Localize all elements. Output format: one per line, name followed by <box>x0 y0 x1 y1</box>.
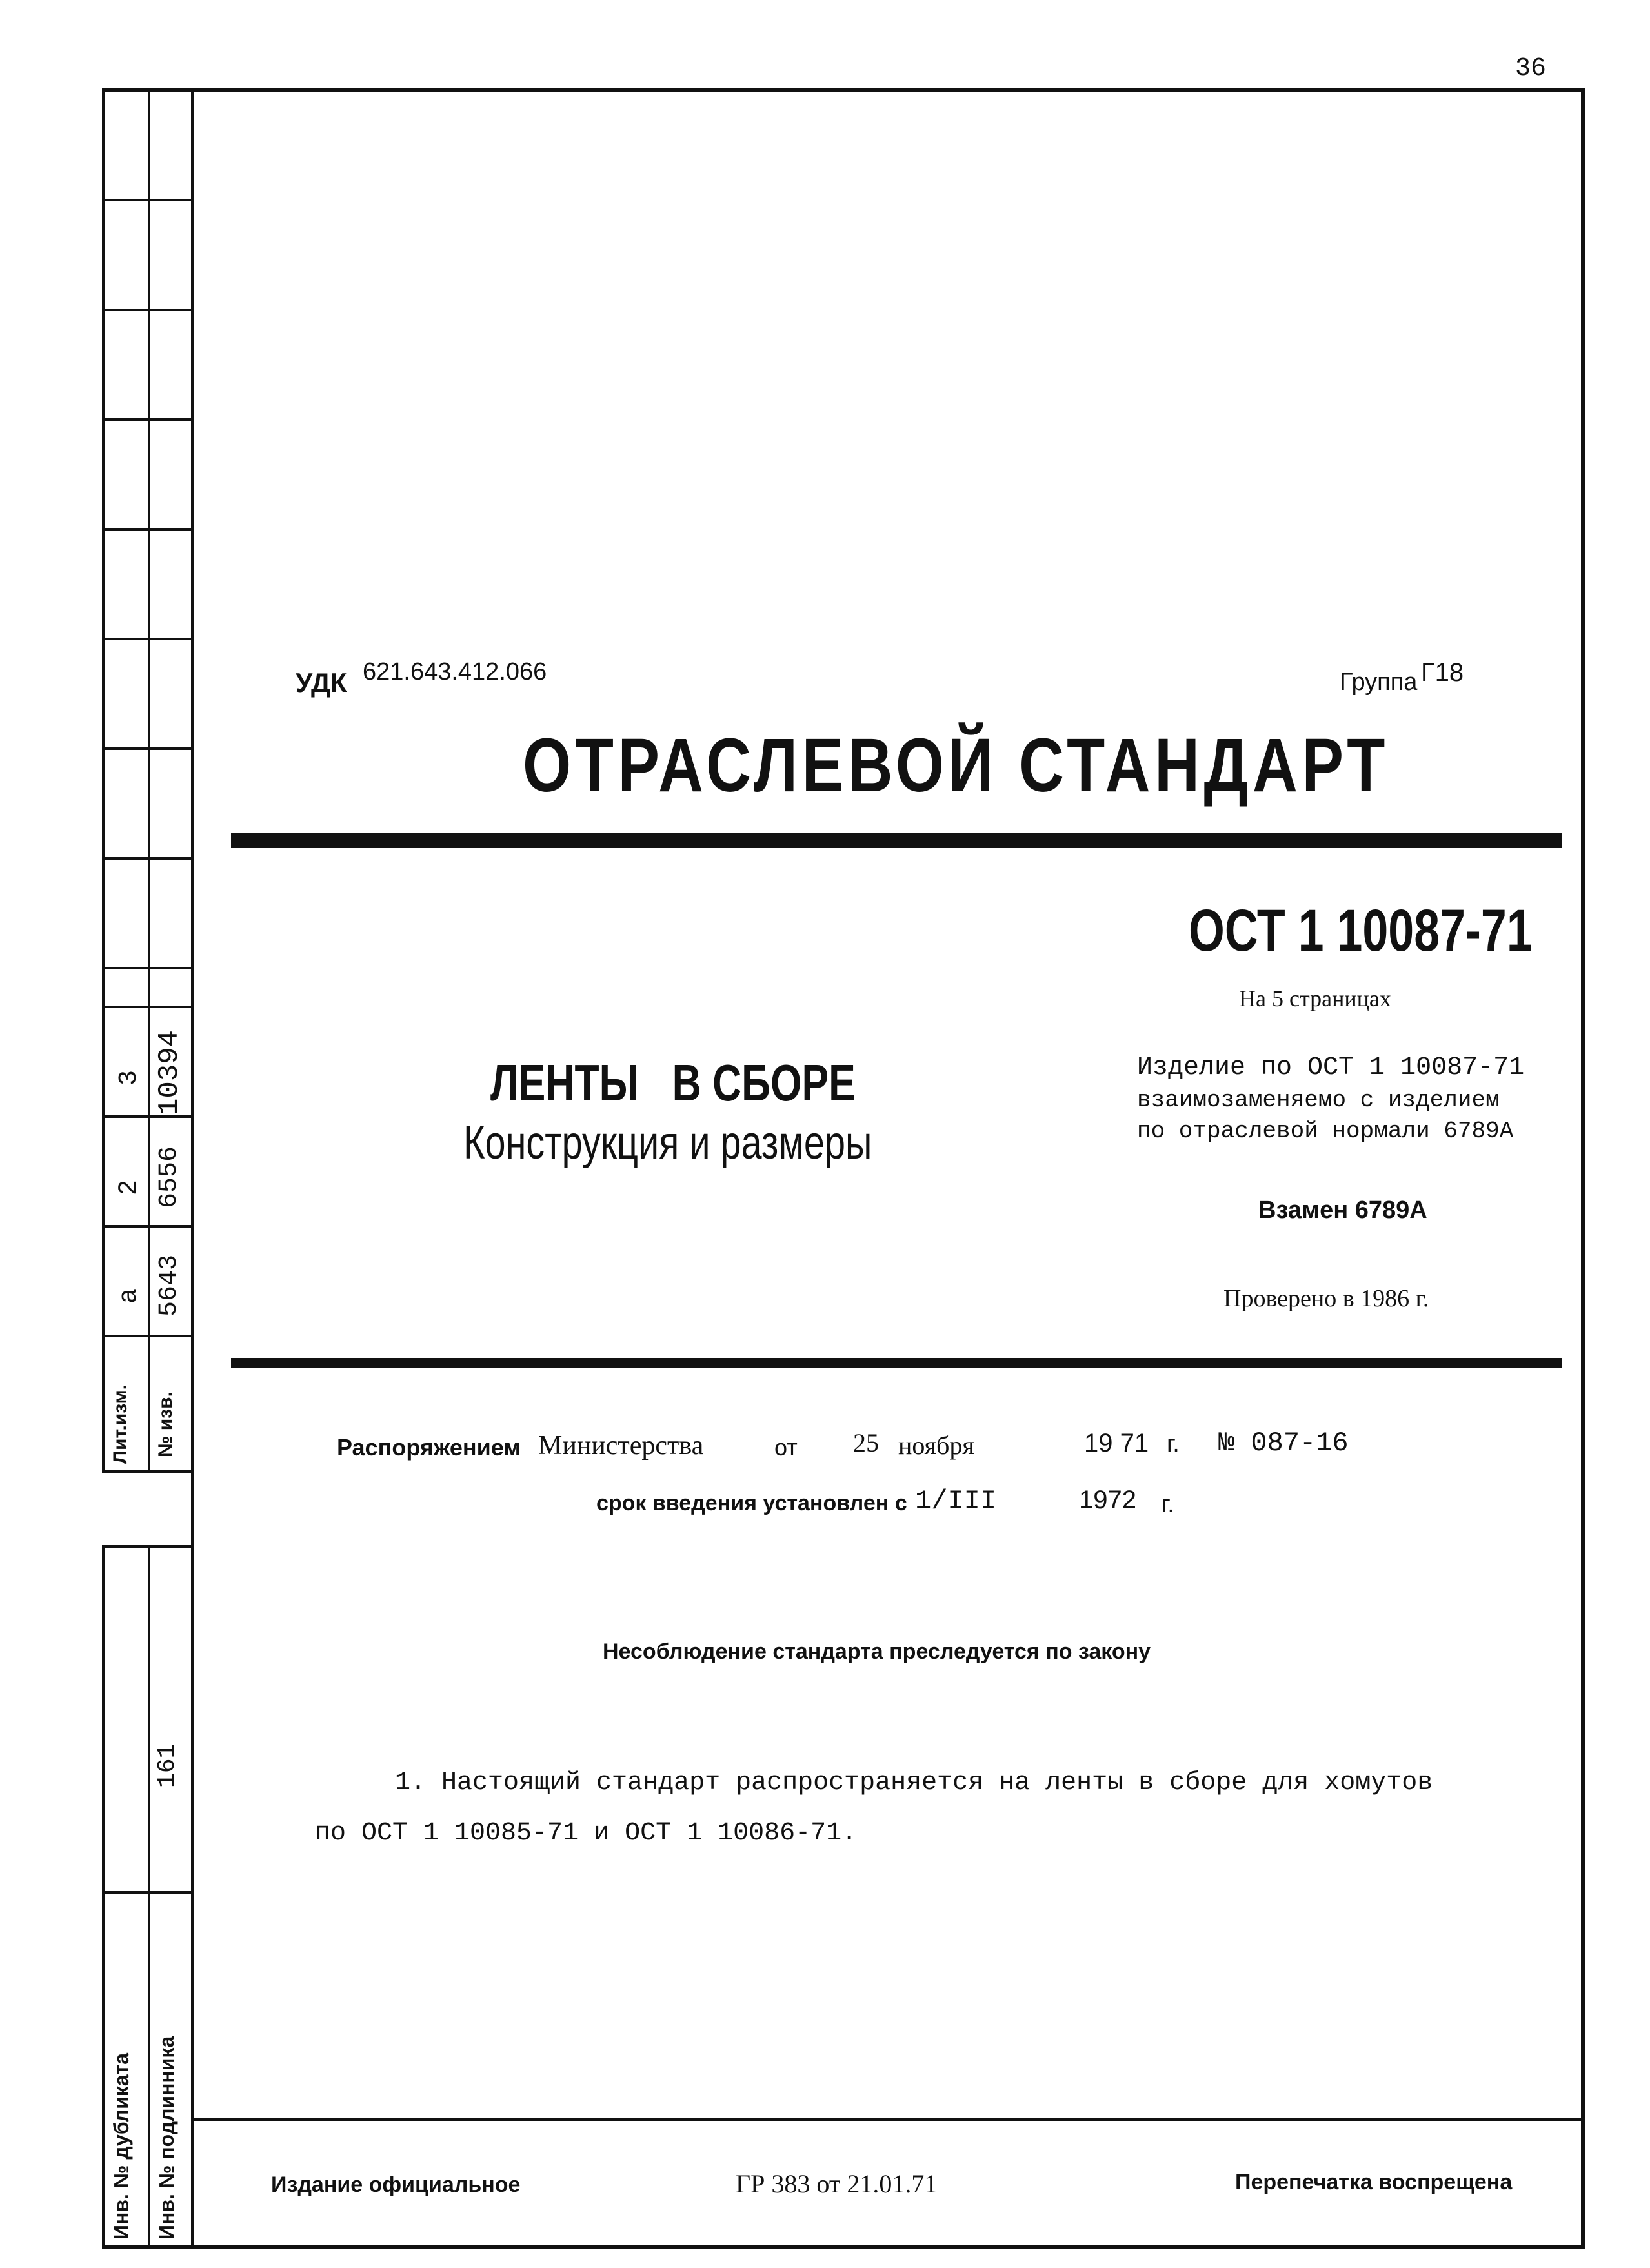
udk-value: 621.643.412.066 <box>363 658 547 685</box>
footer-edition: Издание официальное <box>271 2172 521 2197</box>
margin-inv-podl-value: 161 <box>154 1743 181 1788</box>
decree-from: от <box>774 1434 798 1461</box>
margin-col1-a: а <box>115 1288 144 1304</box>
checked-note: Проверено в 1986 г. <box>1223 1285 1429 1312</box>
margin-col2-5643: 5643 <box>155 1254 184 1317</box>
body-para1-line1: 1. Настоящий стандарт распространяется на ленты в сборе для хомутов <box>395 1768 1433 1797</box>
standard-code: ОСТ 1 10087-71 <box>1189 898 1533 964</box>
page-number: 36 <box>1515 54 1547 83</box>
margin-inv-dubl: Инв. № дубликата <box>110 2052 133 2240</box>
udk-label: УДК <box>296 667 347 698</box>
decree-ministry: Министерства <box>538 1431 704 1461</box>
footer-gr: ГР 383 от 21.01.71 <box>736 2169 938 2198</box>
subject-subtitle: Конструкция и размеры <box>463 1117 872 1169</box>
standard-pages: На 5 страницах <box>1239 986 1391 1011</box>
decree-g: г. <box>1167 1430 1180 1457</box>
decree-year: 19 71 <box>1084 1429 1149 1457</box>
margin-col1-2: 2 <box>115 1179 144 1195</box>
term-year: 1972 <box>1079 1486 1136 1514</box>
page-title: ОТРАСЛЕВОЙ СТАНДАРТ <box>523 723 1389 808</box>
margin-lit-izm: Лит.изм. <box>110 1384 131 1464</box>
replaces-note: Взамен 6789А <box>1258 1197 1427 1224</box>
decree-rule <box>231 1358 1562 1368</box>
interchange-line2: взаимозаменяемо с изделием <box>1137 1087 1500 1113</box>
law-notice: Несоблюдение стандарта преследуется по закону <box>603 1639 1151 1664</box>
decree-label: Распоряжением <box>337 1434 521 1461</box>
margin-col2-10394: 10394 <box>154 1029 186 1115</box>
interchange-line3: по отраслевой нормали 6789А <box>1137 1118 1514 1144</box>
term-g: г. <box>1162 1491 1174 1518</box>
title-rule <box>231 833 1562 848</box>
margin-no-izv: № изв. <box>155 1392 176 1457</box>
subject-title: ЛЕНТЫ В СБОРЕ <box>490 1054 856 1111</box>
footer-reprint: Перепечатка воспрещена <box>1235 2170 1513 2194</box>
term-label: срок введения установлен с <box>596 1491 907 1515</box>
group-label: Группа <box>1340 669 1418 696</box>
group-value: Г18 <box>1421 658 1464 687</box>
decree-day: 25 <box>853 1428 879 1457</box>
margin-col2-6556: 6556 <box>155 1146 184 1208</box>
decree-number: № 087-16 <box>1218 1428 1349 1459</box>
body-para1-line2: по ОСТ 1 10085-71 и ОСТ 1 10086-71. <box>315 1819 858 1848</box>
interchange-line1: Изделие по ОСТ 1 10087-71 <box>1137 1053 1525 1082</box>
margin-inv-podl: Инв. № подлинника <box>155 2036 178 2240</box>
term-date: 1/III <box>915 1486 997 1517</box>
decree-month: ноября <box>898 1431 974 1460</box>
margin-col1-3: 3 <box>115 1069 144 1086</box>
